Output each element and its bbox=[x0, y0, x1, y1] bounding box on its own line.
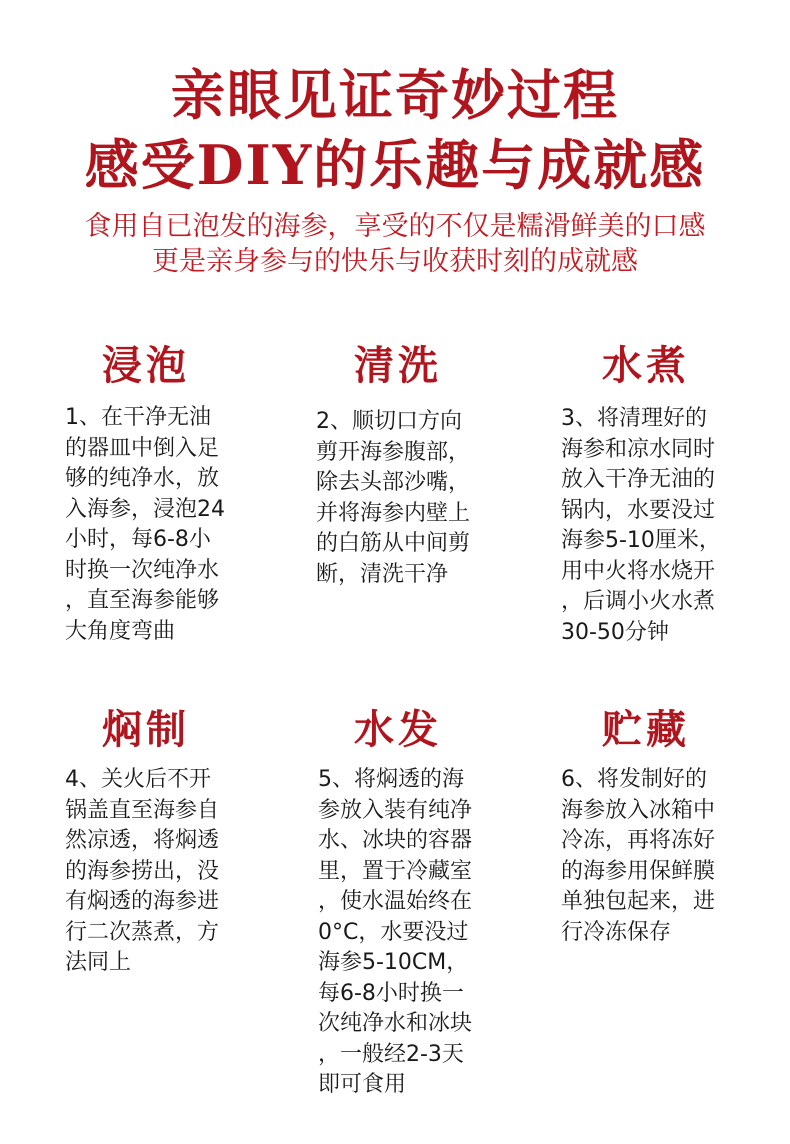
step-1-title: 浸泡 bbox=[102, 342, 190, 389]
subtitle-line-2: 更是亲身参与的快乐与收获时刻的成就感 bbox=[152, 246, 638, 277]
page-title-line-2: 感受DIY的乐趣与成就感 bbox=[84, 133, 706, 197]
step-2-text: 2、顺切口方向 剪开海参腹部， 除去头部沙嘴， 并将海参内壁上 的白筋从中间剪 断，清洗干净 bbox=[316, 409, 471, 587]
subtitle-line-1: 食用自已泡发的海参，享受的不仅是糯滑鲜美的口感 bbox=[84, 211, 706, 242]
step-3-title: 水煮 bbox=[602, 342, 690, 389]
step-6-text: 6、将发制好的 海参放入冰箱中 冷冻，再将冻好 的海参用保鲜膜 单独包起来，进 行冷冻保存 bbox=[561, 767, 716, 945]
step-6-title: 贮藏 bbox=[602, 706, 690, 753]
step-4-title: 焖制 bbox=[102, 706, 190, 753]
step-4-text: 4、关火后不开 锅盖直至海参自 然凉透，将焖透 的海参捞出，没 有焖透的海参进 行二次蒸煮，方 法同上 bbox=[65, 767, 220, 975]
step-2-title: 清洗 bbox=[354, 342, 442, 389]
step-5-text: 5、将焖透的海 参放入装有纯净 水、冰块的容器 里，置于冷藏室 ，使水温始终在 0°C，水要没过 海参5-10CM， 每6-8小时换一 次纯净水和冰块 ，一般经2-3天 即可食用 bbox=[318, 767, 473, 1097]
step-3-text: 3、将清理好的 海参和凉水同时 放入干净无油的 锅内，水要没过 海参5-10厘米， 用中火将水烧开 ，后调小火水煮 30-50分钟 bbox=[561, 406, 721, 645]
step-5-title: 水发 bbox=[354, 706, 442, 753]
step-1-text: 1、在干净无油 的器皿中倒入足 够的纯净水，放 入海参，浸泡24 小时，每6-8小 时换一次纯净水 ，直至海参能够 大角度弯曲 bbox=[65, 405, 225, 644]
page-title-line-1: 亲眼见证奇妙过程 bbox=[171, 63, 619, 127]
